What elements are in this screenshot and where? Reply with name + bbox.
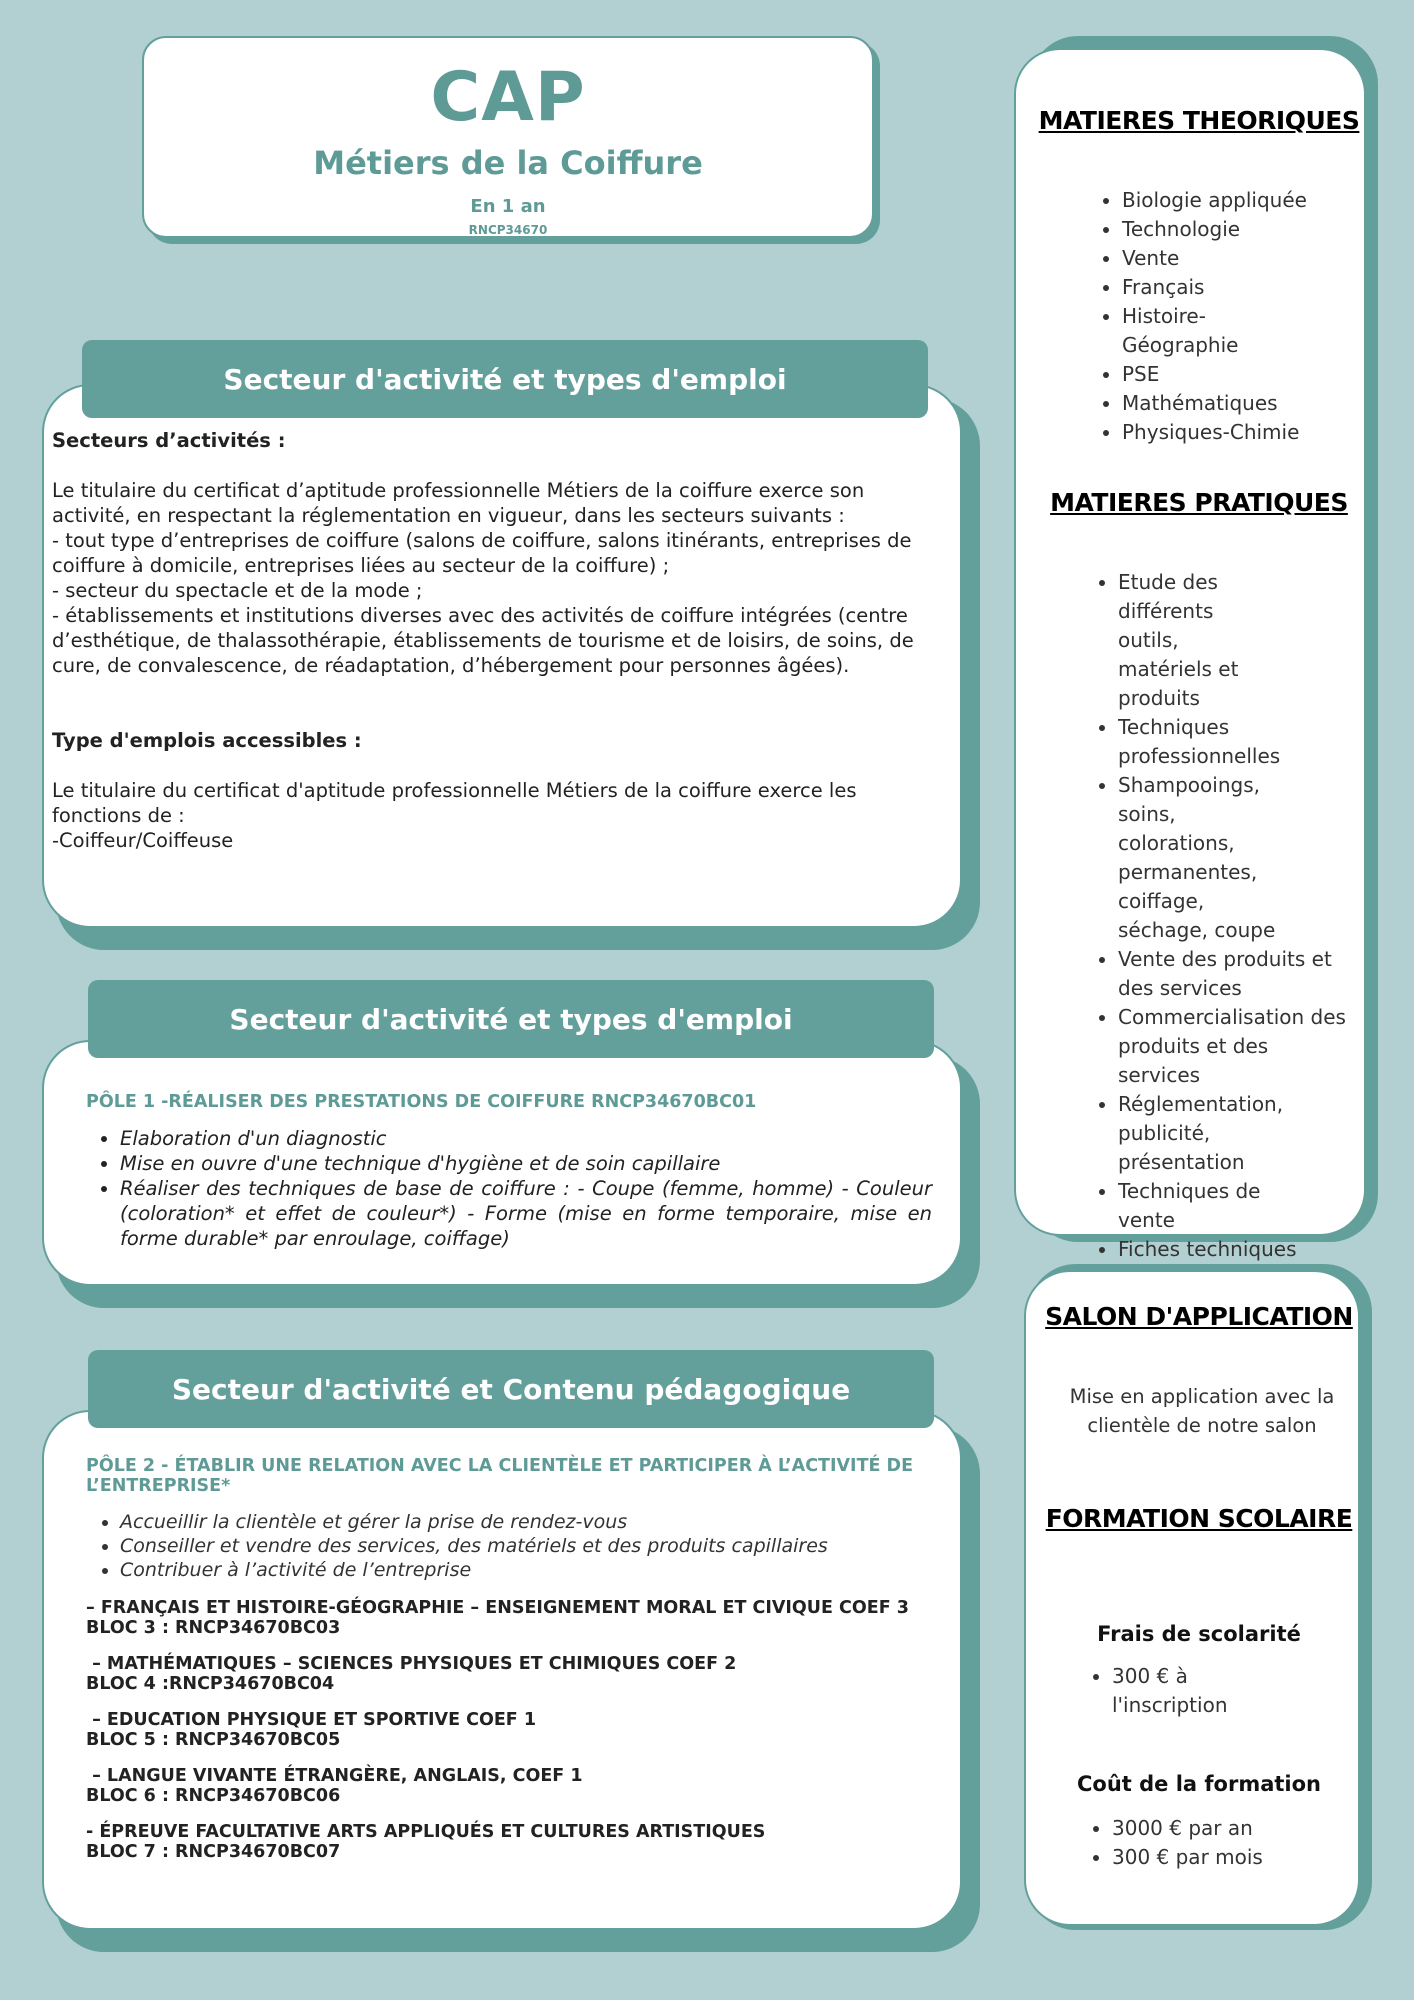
list-item: • Français: [1122, 273, 1338, 302]
pole1-list: [86, 1126, 932, 1251]
section2-header: Secteur d'activité et types d'emploi: [88, 980, 934, 1058]
bloc-3: [86, 1598, 932, 1638]
section2-body: [86, 1092, 932, 1251]
list-item: • Réaliser des techniques de base de coiffure : - Coupe (femme, homme) - Couleur (coloration* et effet de couleur*) - Forme (mise en forme temporaire, mise en forme durable* par enroulage, coiffage): [120, 1176, 932, 1251]
list-item: • Shampooings, soins, colorations, permanentes, coiffage, séchage, coupe: [1118, 771, 1298, 945]
section1-header: Secteur d'activité et types d'emploi: [82, 340, 928, 418]
cout-list: [1086, 1814, 1326, 1872]
list-item: • Réglementation, publicité, présentation: [1118, 1090, 1278, 1177]
bloc-5: [86, 1710, 932, 1750]
page-subtitle: Métiers de la Coiffure: [313, 144, 703, 182]
section1-body: [52, 428, 932, 853]
frais-list: [1086, 1662, 1326, 1720]
list-item: • Physiques-Chimie: [1122, 418, 1338, 447]
matieres-pratiques-list: [1074, 568, 1346, 1264]
bloc-6: [86, 1766, 932, 1806]
secteurs-text-2: - secteur du spectacle et de la mode ;: [52, 579, 423, 602]
matieres-theoriques-list: [1078, 186, 1338, 447]
bloc-7-subject: - ÉPREUVE FACULTATIVE ARTS APPLIQUÉS ET CULTURES ARTISTIQUES: [86, 1822, 766, 1842]
list-item: • PSE: [1122, 360, 1338, 389]
bloc-7-code: BLOC 7 : RNCP34670BC07: [86, 1842, 341, 1862]
formation-title: FORMATION SCOLAIRE: [1045, 1504, 1353, 1533]
matieres-theoriques-title: MATIERES THEORIQUES: [1038, 106, 1360, 135]
list-item: • Vente: [1122, 244, 1338, 273]
list-item: • Etude des différents outils, matériels et produits: [1118, 568, 1278, 713]
list-item: • Histoire-Géographie: [1122, 302, 1232, 360]
page-title: CAP: [430, 58, 586, 137]
secteurs-text-0: Le titulaire du certificat d’aptitude professionnelle Métiers de la coiffure exerce son activité, en respectant la réglementation en vigueur, dans les secteurs suivants :: [52, 479, 865, 527]
list-item: • Contribuer à l’activité de l’entreprise: [120, 1558, 932, 1582]
list-item: • Mathématiques: [1122, 389, 1338, 418]
section3-body: [86, 1456, 932, 1862]
salon-text: Mise en application avec la clientèle de notre salon: [1069, 1385, 1335, 1437]
rncp-code: RNCP34670: [468, 223, 548, 237]
pole2-title: PÔLE 2 - ÉTABLIR UNE RELATION AVEC LA CLIENTÈLE ET PARTICIPER À L’ACTIVITÉ DE L’ENTREPRISE*: [86, 1456, 914, 1496]
list-item: • 300 € à l'inscription: [1112, 1662, 1252, 1720]
emplois-title: Type d'emplois accessibles :: [52, 729, 362, 752]
bloc-6-subject: – LANGUE VIVANTE ÉTRANGÈRE, ANGLAIS, COEF 1: [86, 1766, 583, 1786]
list-item: • Biologie appliquée: [1122, 186, 1338, 215]
bloc-5-subject: – EDUCATION PHYSIQUE ET SPORTIVE COEF 1: [86, 1710, 537, 1730]
secteurs-title: Secteurs d’activités :: [52, 429, 286, 452]
list-item: • Mise en ouvre d'une technique d'hygiène et de soin capillaire: [120, 1151, 932, 1176]
bloc-7: [86, 1822, 932, 1862]
pole2-list: [86, 1510, 932, 1582]
list-item: • Technologie: [1122, 215, 1338, 244]
secteurs-text-1: - tout type d’entreprises de coiffure (salons de coiffure, salons itinérants, entreprises de coiffure à domicile, entreprises liées au secteur de la coiffure) ;: [52, 529, 912, 577]
title-card: [142, 36, 874, 238]
list-item: • Fiches techniques: [1118, 1235, 1348, 1264]
emplois-text-0: Le titulaire du certificat d'aptitude professionnelle Métiers de la coiffure exerce les fonctions de :: [52, 779, 857, 827]
emplois-text-1: -Coiffeur/Coiffeuse: [52, 829, 234, 852]
bloc-4-subject: – MATHÉMATIQUES – SCIENCES PHYSIQUES ET CHIMIQUES COEF 2: [86, 1654, 737, 1674]
list-item: • Elaboration d'un diagnostic: [120, 1126, 932, 1151]
cout-title: Coût de la formation: [1077, 1772, 1321, 1796]
list-item: • Techniques professionnelles: [1118, 713, 1348, 771]
list-item: • 3000 € par an: [1112, 1814, 1326, 1843]
bloc-5-code: BLOC 5 : RNCP34670BC05: [86, 1730, 341, 1750]
list-item: • Accueillir la clientèle et gérer la prise de rendez-vous: [120, 1510, 932, 1534]
list-item: • Commercialisation des produits et des services: [1118, 1003, 1348, 1090]
list-item: • Techniques de vente: [1118, 1177, 1278, 1235]
section3-header: Secteur d'activité et Contenu pédagogique: [88, 1350, 934, 1428]
bloc-3-code: BLOC 3 : RNCP34670BC03: [86, 1618, 341, 1638]
bloc-4-code: BLOC 4 :RNCP34670BC04: [86, 1674, 335, 1694]
pole1-title: PÔLE 1 -RÉALISER DES PRESTATIONS DE COIFFURE RNCP34670BC01: [86, 1092, 757, 1112]
list-item: • Vente des produits et des services: [1118, 945, 1348, 1003]
list-item: • 300 € par mois: [1112, 1843, 1326, 1872]
list-item: • Conseiller et vendre des services, des matériels et des produits capillaires: [120, 1534, 932, 1558]
bloc-6-code: BLOC 6 : RNCP34670BC06: [86, 1786, 341, 1806]
duration-label: En 1 an: [470, 196, 546, 217]
bloc-3-subject: – FRANÇAIS ET HISTOIRE-GÉOGRAPHIE – ENSEIGNEMENT MORAL ET CIVIQUE COEF 3: [86, 1598, 909, 1618]
matieres-pratiques-title: MATIERES PRATIQUES: [1050, 488, 1348, 517]
frais-title: Frais de scolarité: [1097, 1622, 1301, 1646]
salon-title: SALON D'APPLICATION: [1045, 1302, 1353, 1331]
bloc-4: [86, 1654, 932, 1694]
secteurs-text-3: - établissements et institutions diverses avec des activités de coiffure intégrées (centre d’esthétique, de thalassothérapie, établissements de tourisme et de loisirs, de soins, de cure, de convalescence, de réadaptation, d’hébergement pour personnes âgées).: [52, 604, 914, 677]
